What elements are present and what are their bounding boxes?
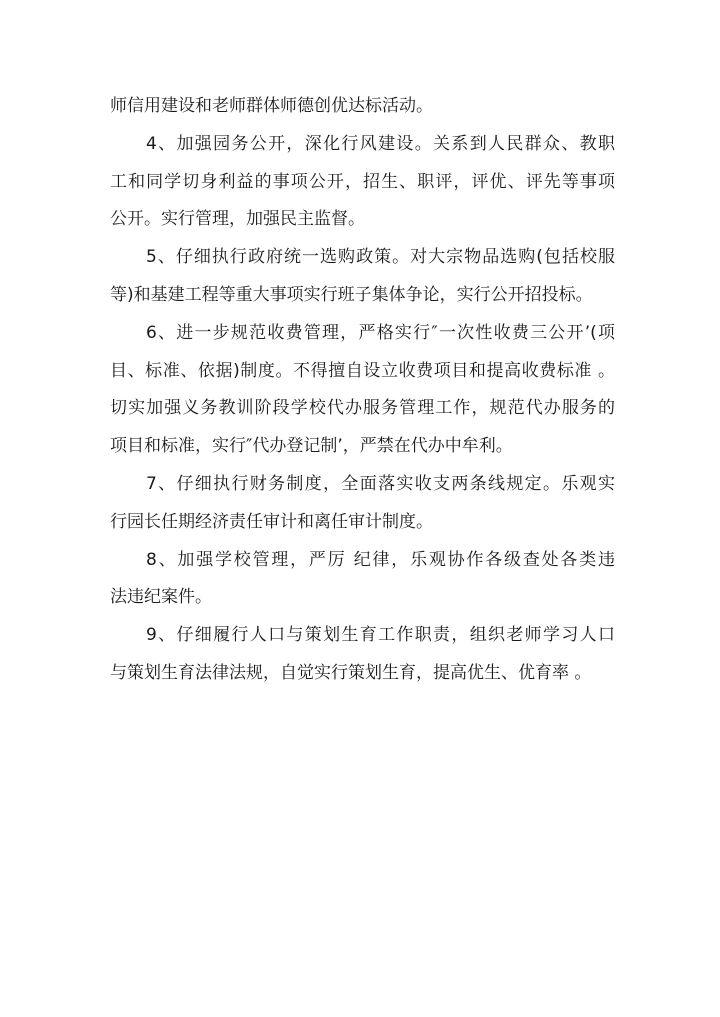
text-line-12: 行园长任期经济责任审计和离任审计制度。 — [110, 511, 433, 532]
text-line-2: 4、加强园务公开，深化行风建设。关系到人民群众、教职 — [146, 133, 615, 154]
text-line-3: 工和同学切身利益的事项公开，招生、职评，评优、评先等事项 — [110, 171, 615, 192]
text-line-15: 9、仔细履行人口与策划生育工作职责，组织老师学习人口 — [146, 625, 615, 646]
text-line-7: 6、进一步规范收费管理，严格实行″一次性收费三公开’(项 — [146, 322, 615, 343]
text-line-6: 等)和基建工程等重大事项实行班子集体争论，实行公开招投标。 — [110, 284, 593, 305]
text-line-10: 项目和标准，实行″代办登记制’，严禁在代办中牟利。 — [110, 436, 513, 457]
text-line-4: 公开。实行管理，加强民主监督。 — [110, 209, 365, 230]
text-line-14: 法违纪案件。 — [110, 587, 212, 608]
text-line-1: 师信用建设和老师群体师德创优达标活动。 — [110, 96, 433, 116]
text-line-11: 7、仔细执行财务制度，全面落实收支两条线规定。乐观实 — [146, 473, 615, 494]
text-line-8: 目、标准、依据)制度。不得擅自设立收费项目和提高收费标准 。 — [110, 360, 615, 381]
document-body — [110, 88, 615, 693]
text-line-16: 与策划生育法律法规，自觉实行策划生育，提高优生、优育率 。 — [110, 662, 592, 683]
text-line-5: 5、仔细执行政府统一选购政策。对大宗物品选购(包括校服 — [146, 247, 615, 268]
text-line-13: 8、加强学校管理，严厉 纪律，乐观协作各级查处各类违 — [146, 549, 615, 570]
text-line-9: 切实加强义务教训阶段学校代办服务管理工作，规范代办服务的 — [110, 398, 615, 419]
